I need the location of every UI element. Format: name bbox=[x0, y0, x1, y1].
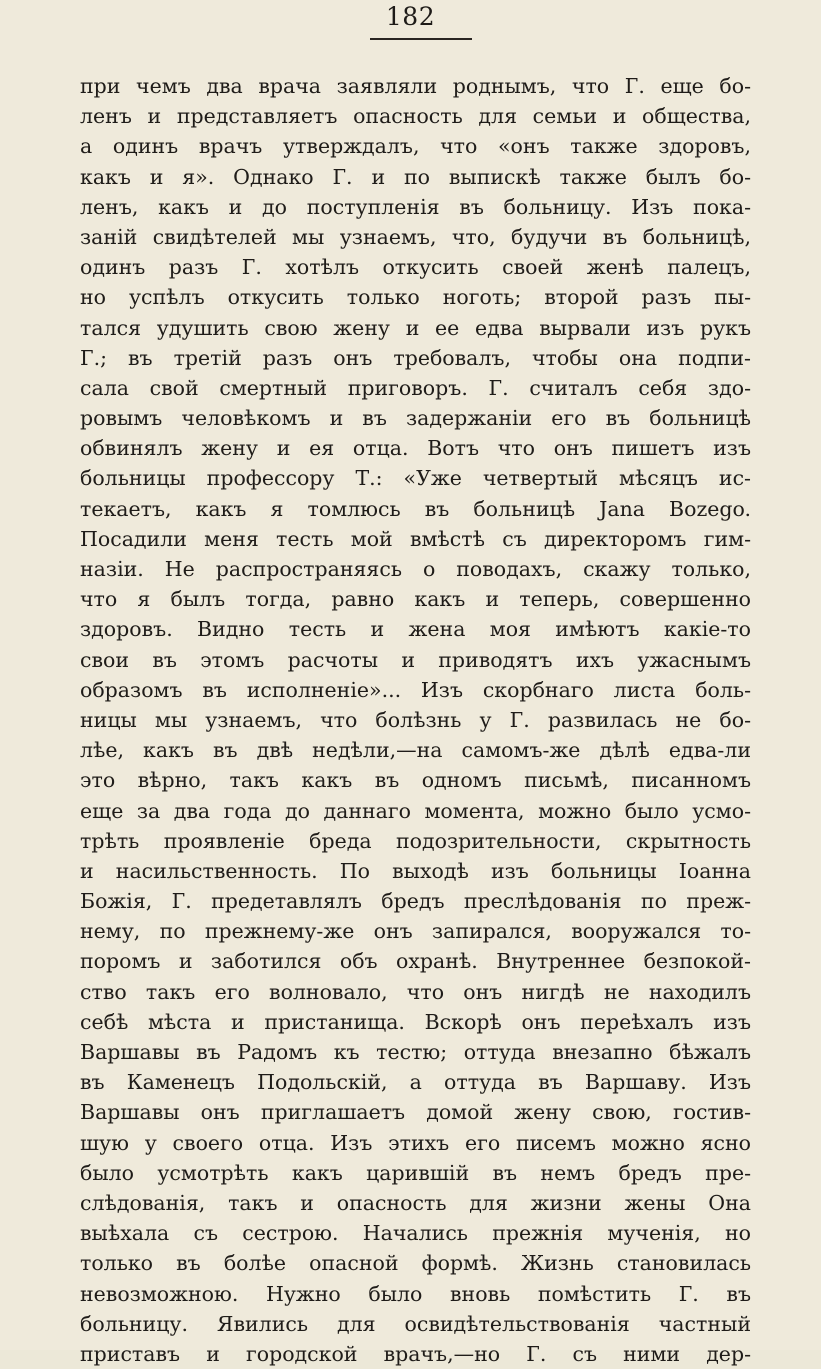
text-line: ленъ, какъ и до поступленія въ больницу. Изъ пока- bbox=[80, 194, 751, 219]
text-line: тался удушить свою жену и ее едва вырвали изъ рукъ bbox=[80, 315, 751, 340]
text-line: что я былъ тогда, равно какъ и теперь, совершенно bbox=[80, 587, 751, 612]
text-line: только въ болѣе опасной формѣ. Жизнь становилась bbox=[80, 1251, 751, 1276]
text-line: обвинялъ жену и ея отца. Вотъ что онъ пишетъ изъ bbox=[80, 436, 751, 461]
page-number-rule bbox=[370, 38, 472, 40]
text-line: въ Каменецъ Подольскій, а оттуда въ Варшаву. Изъ bbox=[80, 1070, 751, 1095]
text-line: но успѣлъ откусить только ноготь; второй разъ пы- bbox=[80, 285, 751, 310]
text-line: ленъ и представляетъ опасность для семьи и общества, bbox=[80, 104, 751, 129]
text-line: одинъ разъ Г. хотѣлъ откусить своей женѣ палецъ, bbox=[80, 255, 751, 280]
text-line: ство такъ его волновало, что онъ нигдѣ не находилъ bbox=[80, 979, 751, 1004]
text-line: поромъ и заботился объ охранѣ. Внутреннее безпокой- bbox=[80, 949, 751, 974]
text-line: шую у своего отца. Изъ этихъ его писемъ можно ясно bbox=[80, 1130, 751, 1155]
text-line: и насильственность. По выходѣ изъ больницы Іоанна bbox=[80, 858, 751, 883]
text-line: лѣе, какъ въ двѣ недѣли,—на самомъ-же дѣлѣ едва-ли bbox=[80, 738, 751, 763]
text-line: приставъ и городской врачъ,—но Г. съ ними дер- bbox=[80, 1341, 751, 1366]
text-line: какъ и я». Однако Г. и по выпискѣ также былъ бо- bbox=[80, 164, 751, 189]
text-line: больницы профессору Т.: «Уже четвертый мѣсяцъ ис- bbox=[80, 466, 751, 491]
text-line: выѣхала съ сестрою. Начались прежнія мученія, но bbox=[80, 1221, 751, 1246]
text-line: трѣть проявленіе бреда подозрительности, скрытность bbox=[80, 828, 751, 853]
text-line: нему, по прежнему-же онъ запирался, вооружался то- bbox=[80, 919, 751, 944]
text-line: свои въ этомъ расчоты и приводятъ ихъ ужаснымъ bbox=[80, 647, 751, 672]
text-line: при чемъ два врача заявляли роднымъ, что Г. еще бо- bbox=[80, 74, 751, 98]
text-line: слѣдованія, такъ и опасность для жизни жены Она bbox=[80, 1190, 751, 1215]
text-line: назіи. Не распространяясь о поводахъ, скажу только, bbox=[80, 557, 751, 581]
text-line: себѣ мѣста и пристанища. Вскорѣ онъ переѣхалъ изъ bbox=[80, 1009, 751, 1034]
text-line: текаетъ, какъ я томлюсь въ больницѣ Jana Bozego. bbox=[80, 496, 751, 521]
text-line: заній свидѣтелей мы узнаемъ, что, будучи въ больницѣ, bbox=[80, 224, 751, 249]
text-line: а одинъ врачъ утверждалъ, что «онъ также здоровъ, bbox=[80, 134, 751, 159]
text-line: больницу. Явились для освидѣтельствованія частный bbox=[80, 1311, 751, 1336]
text-line: невозможною. Нужно было вновь помѣстить Г. въ bbox=[80, 1281, 751, 1306]
text-line: Посадили меня тесть мой вмѣстѣ съ директоромъ гим- bbox=[80, 526, 751, 551]
text-line: Варшавы въ Радомъ къ тестю; оттуда внезапно бѣжалъ bbox=[80, 1040, 751, 1064]
text-line: сала свой смертный приговоръ. Г. считалъ себя здо- bbox=[80, 375, 751, 400]
text-line: это вѣрно, такъ какъ въ одномъ письмѣ, писанномъ bbox=[80, 768, 751, 793]
text-line: Варшавы онъ приглашаетъ домой жену свою, гостив- bbox=[80, 1100, 751, 1125]
text-line: было усмотрѣть какъ царившій въ немъ бредъ пре- bbox=[80, 1160, 751, 1185]
text-line: еще за два года до даннаго момента, можно было усмо- bbox=[80, 798, 751, 823]
page-number: 182 bbox=[385, 2, 436, 31]
text-line: образомъ въ исполненіе»... Изъ скорбнаго листа боль- bbox=[80, 677, 751, 702]
body-text bbox=[80, 71, 751, 1369]
text-line: Божія, Г. предетавлялъ бредъ преслѣдованія по преж- bbox=[80, 889, 751, 914]
text-line: ницы мы узнаемъ, что болѣзнь у Г. развилась не бо- bbox=[80, 707, 751, 732]
text-line: здоровъ. Видно тесть и жена моя имѣютъ какіе-то bbox=[80, 617, 751, 642]
text-line: Г.; въ третій разъ онъ требовалъ, чтобы она подпи- bbox=[80, 345, 751, 370]
text-line: ровымъ человѣкомъ и въ задержаніи его въ больницѣ bbox=[80, 406, 751, 431]
